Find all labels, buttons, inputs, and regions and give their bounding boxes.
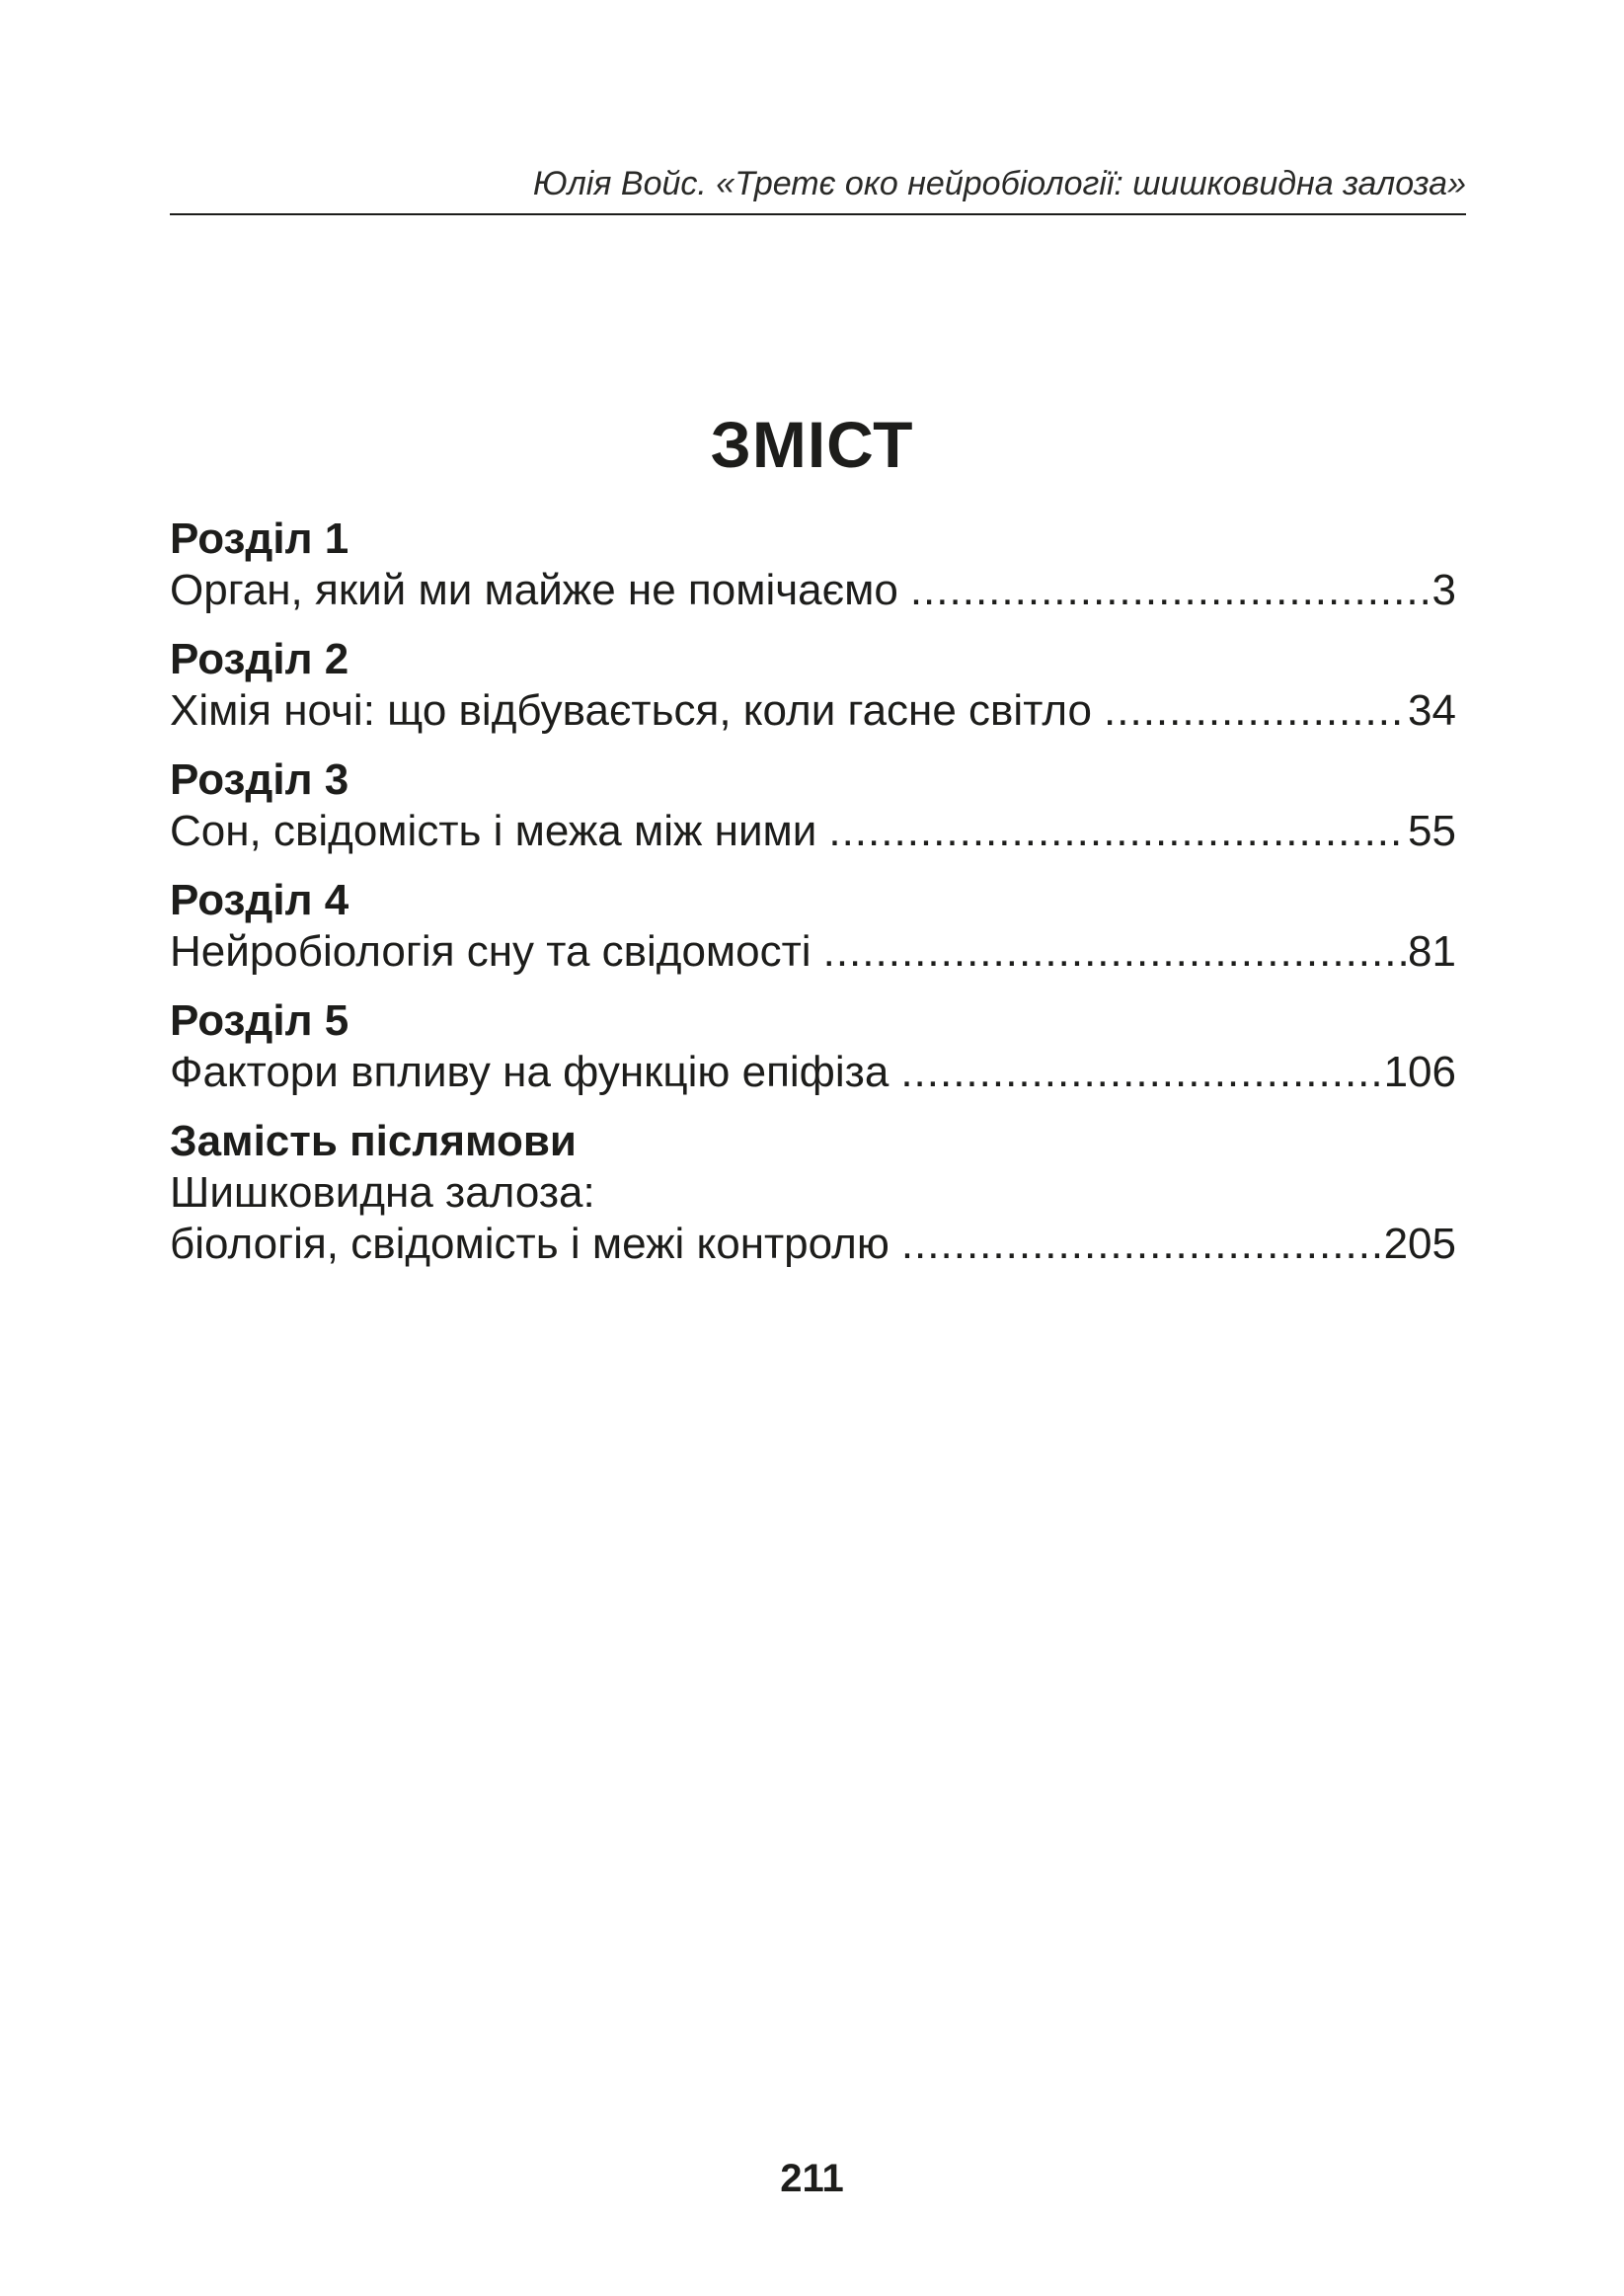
toc-section-4 [170, 875, 1456, 978]
entry-page-number: 34 [1408, 686, 1456, 735]
section-heading: Розділ 4 [170, 876, 349, 924]
toc-entry [170, 806, 1456, 857]
entry-title: Орган, який ми майже не помічаємо [170, 566, 898, 614]
entry-page-number: 3 [1431, 566, 1456, 614]
section-heading: Розділ 2 [170, 635, 349, 683]
dot-leader [900, 1047, 1381, 1098]
dot-leader [1104, 685, 1406, 737]
toc-entry [170, 685, 1456, 737]
toc-section-3 [170, 754, 1456, 857]
dot-leader [901, 1219, 1382, 1270]
entry-page-number: 81 [1408, 927, 1456, 976]
section-heading: Замість післямови [170, 1117, 577, 1165]
page-title: ЗМІСТ [710, 408, 914, 481]
dot-leader [910, 565, 1431, 616]
section-heading: Розділ 3 [170, 755, 349, 804]
section-heading: Розділ 5 [170, 996, 349, 1045]
entry-page-number: 106 [1383, 1048, 1456, 1096]
toc-section-afterword [170, 1116, 1456, 1270]
toc-section-5 [170, 995, 1456, 1098]
toc-entry [170, 1047, 1456, 1098]
header-rule [170, 213, 1466, 215]
entry-title: Хімія ночі: що відбувається, коли гасне світло [170, 686, 1093, 735]
toc-section-1 [170, 514, 1456, 616]
entry-title: Нейробіологія сну та свідомості [170, 927, 812, 976]
table-of-contents [170, 514, 1456, 1288]
toc-entry [170, 926, 1456, 978]
toc-section-2 [170, 634, 1456, 737]
entry-title: біологія, свідомість і межі контролю [170, 1220, 889, 1268]
toc-entry [170, 565, 1456, 616]
page-number: 211 [780, 2157, 844, 2200]
entry-page-number: 205 [1383, 1220, 1456, 1268]
entry-page-number: 55 [1408, 807, 1456, 855]
section-heading: Розділ 1 [170, 515, 349, 563]
dot-leader [823, 926, 1406, 978]
entry-title: Фактори впливу на функцію епіфіза [170, 1048, 889, 1096]
toc-entry [170, 1219, 1456, 1270]
running-head: Юлія Войс. «Третє око нейробіології: шишковидна залоза» [532, 165, 1466, 202]
dot-leader [828, 806, 1406, 857]
entry-title-line: Шишковидна залоза: [170, 1168, 595, 1217]
entry-title: Сон, свідомість і межа між ними [170, 807, 817, 855]
